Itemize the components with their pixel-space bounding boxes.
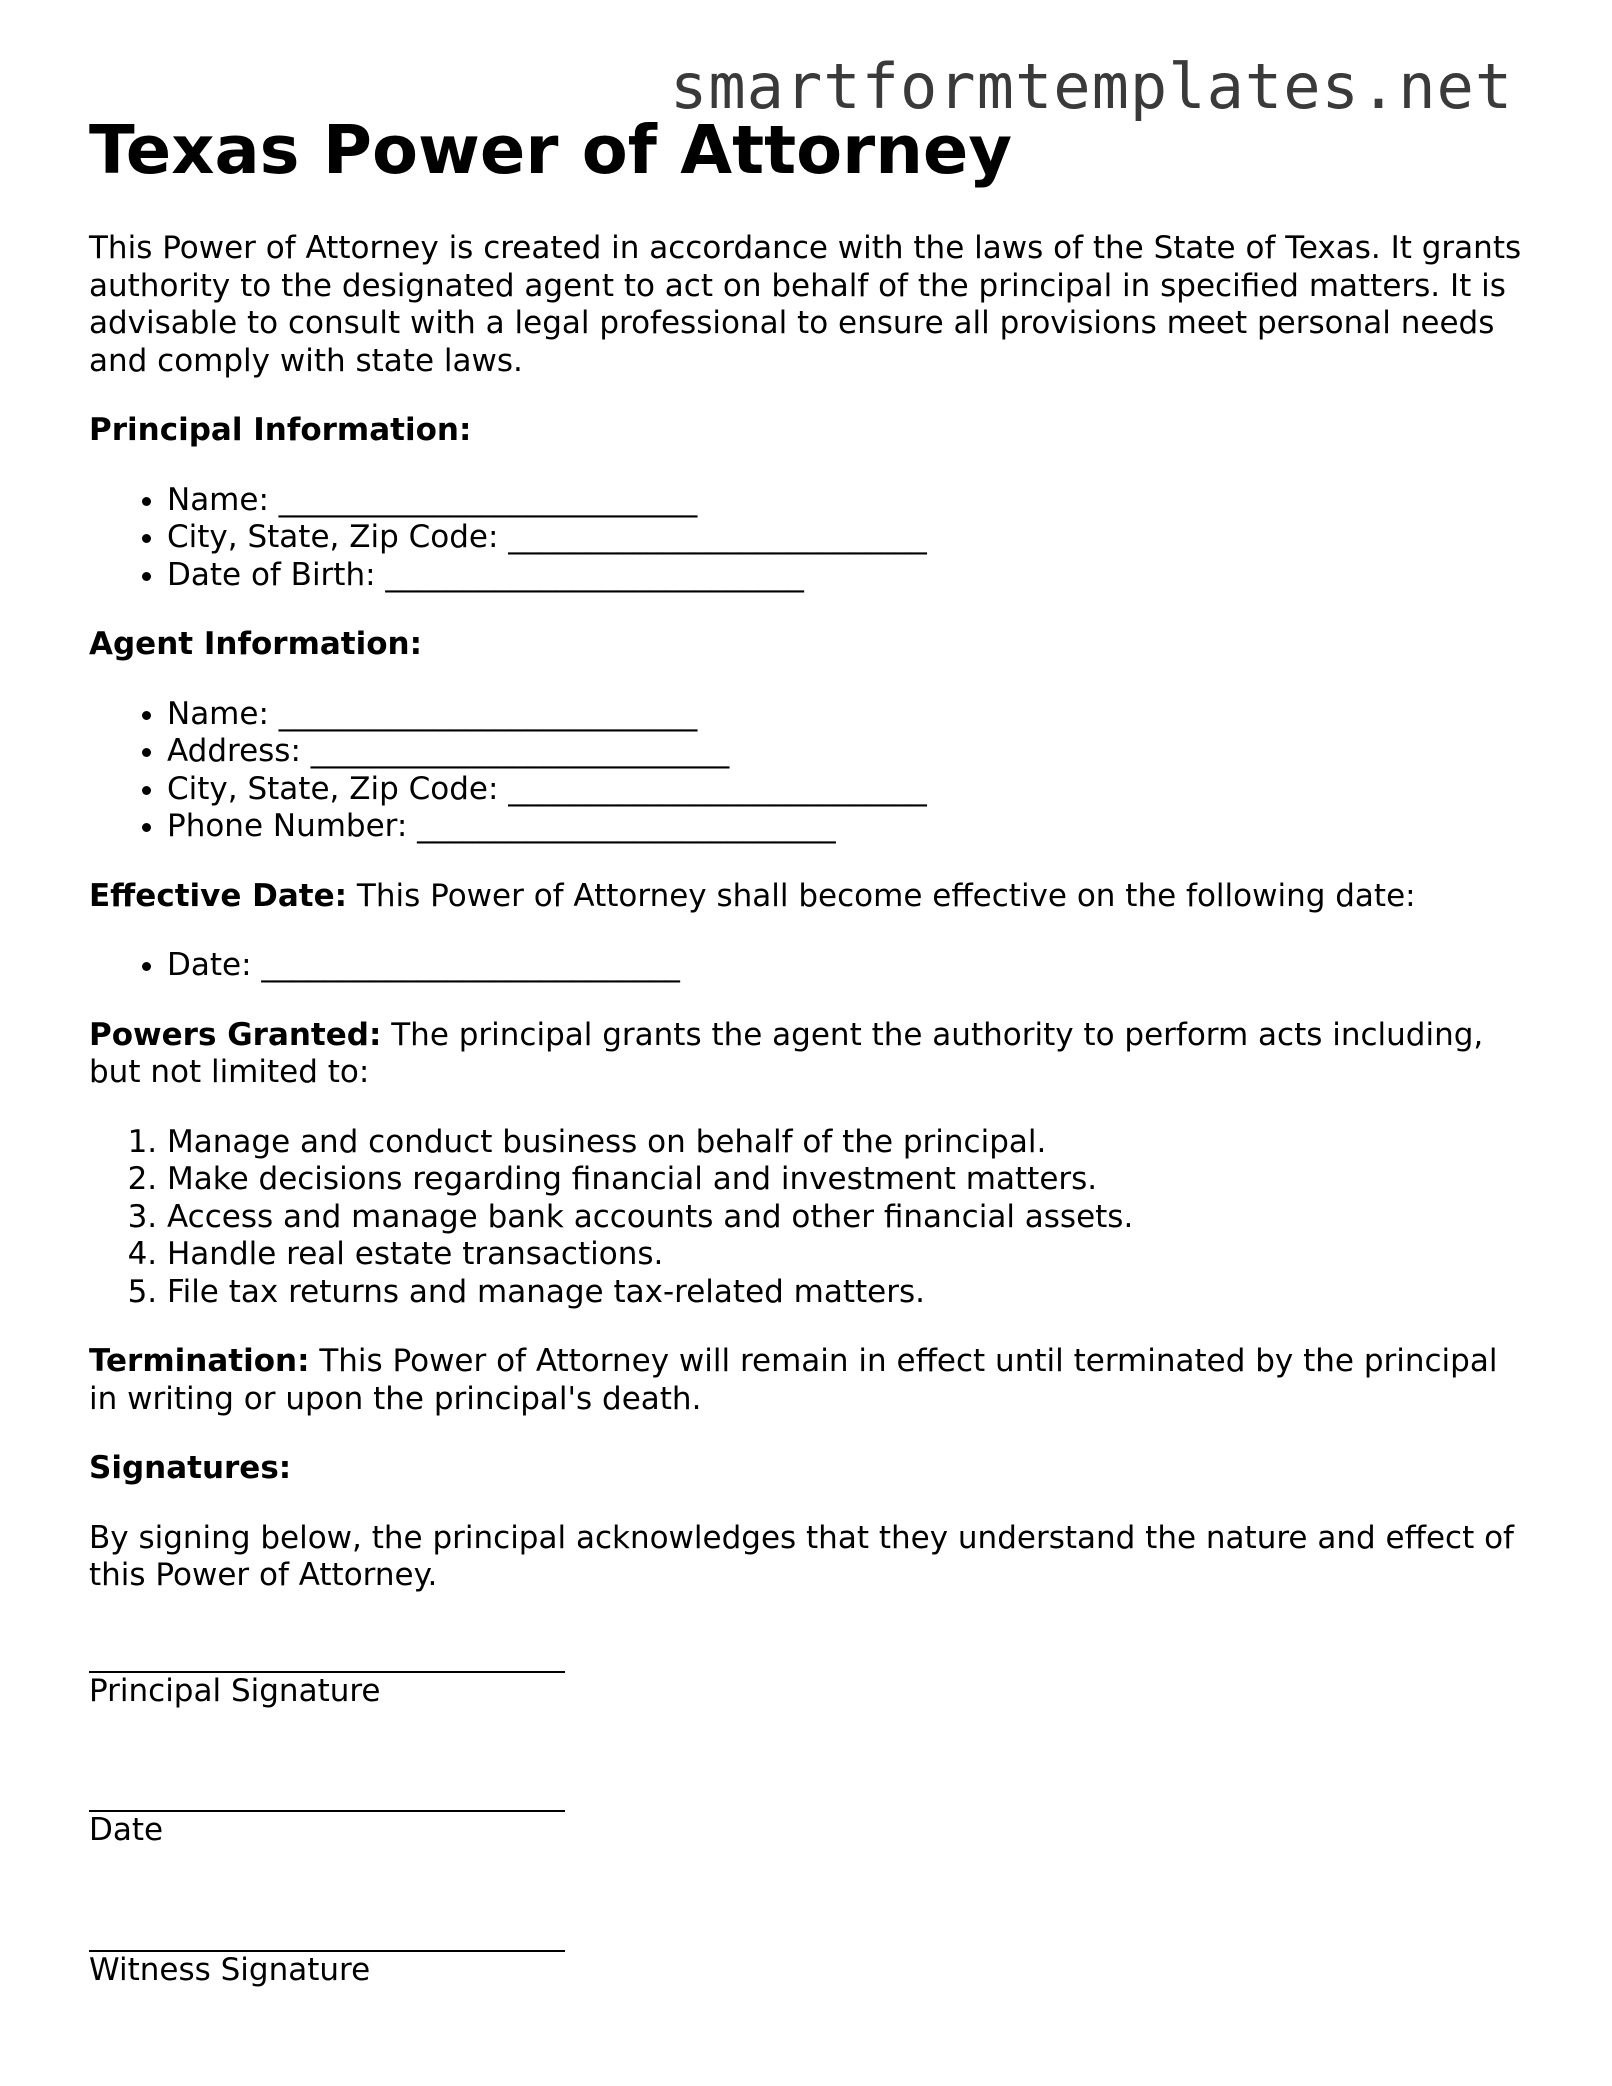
date-signature-label: Date (89, 1812, 164, 1848)
principal-signature-line[interactable] (89, 1641, 565, 1673)
document-body (89, 110, 1529, 2059)
date-signature-line[interactable] (89, 1780, 565, 1812)
principal-city-state-zip-field[interactable]: • City, State, Zip Code: ___________________________ (167, 519, 1529, 557)
powers-list (89, 1124, 1529, 1312)
agent-phone-number-field[interactable]: • Phone Number: ___________________________ (167, 808, 1529, 846)
page-title: Texas Power of Attorney (89, 111, 1013, 189)
effective-date-field[interactable]: • Date: ___________________________ (167, 947, 1529, 985)
power-item: 1. Manage and conduct business on behalf of the principal. (167, 1124, 1529, 1162)
agent-fields-list (89, 696, 1529, 846)
effective-date-paragraph (89, 878, 1529, 916)
agent-name-field[interactable]: • Name: ___________________________ (167, 696, 1529, 734)
principal-name-field[interactable]: • Name: ___________________________ (167, 482, 1529, 520)
intro-paragraph: This Power of Attorney is created in accordance with the laws of the State of Texas. It grants authority to the designated agent to act on behalf of the principal in specified matters. It is advisable to consult with a legal professional to ensure all provisions meet personal needs and comply with state laws. (89, 230, 1522, 379)
watermark-text: smartformtemplates.net (670, 50, 1514, 123)
termination-paragraph (89, 1343, 1529, 1418)
principal-fields-list (89, 482, 1529, 595)
termination-text: This Power of Attorney will remain in effect until terminated by the principal in writing or upon the principal's death. (89, 1343, 1498, 1417)
signatures-heading: Signatures: (89, 1450, 292, 1486)
principal-date-of-birth-field[interactable]: • Date of Birth: ___________________________ (167, 557, 1529, 595)
principal-signature-label: Principal Signature (89, 1672, 381, 1709)
powers-granted-text: The principal grants the agent the authority to perform acts including, but not limited to: (89, 1016, 1484, 1090)
agent-heading: Agent Information: (89, 626, 422, 662)
power-item: 5. File tax returns and manage tax-related matters. (167, 1274, 1529, 1312)
agent-city-state-zip-field[interactable]: • City, State, Zip Code: ___________________________ (167, 771, 1529, 809)
effective-date-text: This Power of Attorney shall become effective on the following date: (347, 877, 1416, 914)
signature-block (89, 1641, 1529, 1990)
powers-granted-heading: Powers Granted: (89, 1016, 382, 1053)
witness-signature-label: Witness Signature (89, 1951, 371, 1988)
power-item: 3. Access and manage bank accounts and other financial assets. (167, 1199, 1529, 1237)
principal-heading: Principal Information: (89, 412, 472, 448)
signatures-paragraph: By signing below, the principal acknowledges that they understand the nature and effect of this Power of Attorney. (89, 1519, 1514, 1593)
agent-address-field[interactable]: • Address: ___________________________ (167, 733, 1529, 771)
power-item: 4. Handle real estate transactions. (167, 1236, 1529, 1274)
effective-date-fields-list (89, 947, 1529, 985)
effective-date-heading: Effective Date: (89, 877, 348, 914)
witness-signature-line[interactable] (89, 1920, 565, 1952)
power-item: 2. Make decisions regarding financial and investment matters. (167, 1161, 1529, 1199)
termination-heading: Termination: (89, 1343, 310, 1379)
powers-granted-paragraph (89, 1017, 1529, 1092)
